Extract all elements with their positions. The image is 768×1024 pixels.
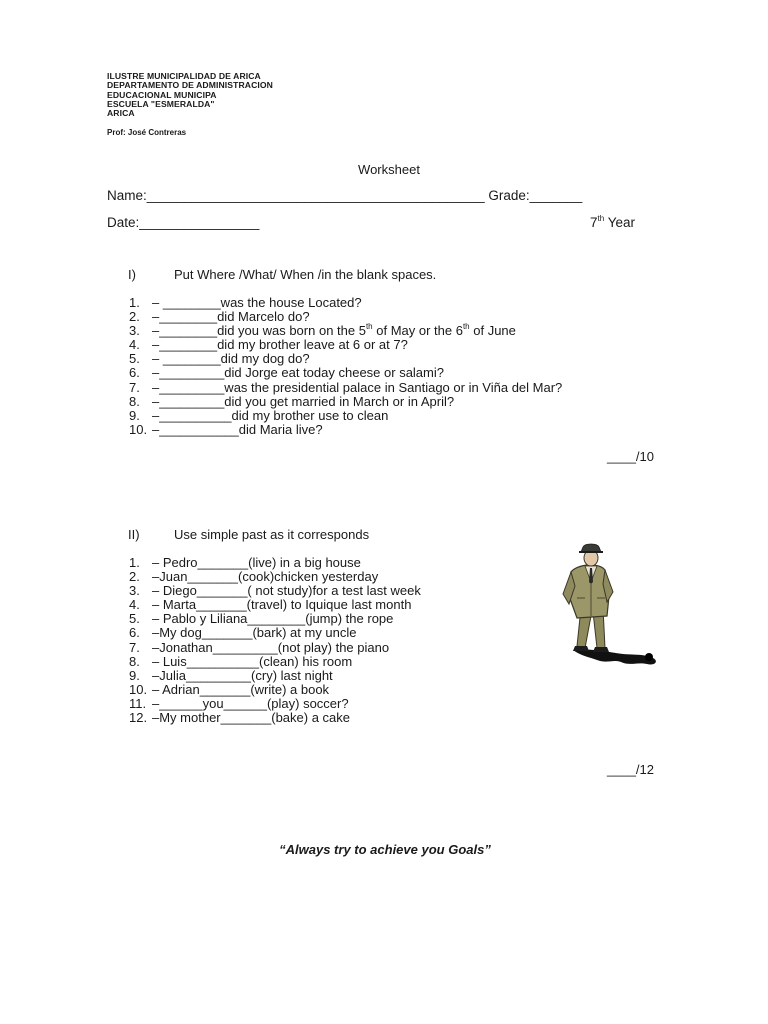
item-number: 8. [129,653,140,669]
section-2-list [129,556,421,725]
item-text: – Diego_______( not study)for a test last week [152,583,421,599]
item-text: – Luis__________(clean) his room [152,653,353,669]
list-item [129,409,562,423]
section-2-number: II) [128,527,140,542]
motivational-quote: “Always try to achieve you Goals” [279,842,491,857]
list-item [129,711,421,725]
list-item [129,423,562,437]
list-item [129,626,421,640]
school-line: ARICA [107,108,135,119]
school-header [107,72,273,118]
list-item [129,366,562,380]
section-1-list [129,296,562,437]
name-grade-line: Name:_____________________________________________ Grade:_______ [107,188,583,203]
list-item [129,296,562,310]
school-line: ILUSTRE MUNICIPALIDAD DE ARICA [107,71,261,81]
list-item [129,395,562,409]
item-text: –________did Marcelo do? [152,309,310,325]
item-number: 11. [129,695,147,711]
item-text: –______you______(play) soccer? [152,695,349,711]
item-text: –________did my brother leave at 6 or at 7? [152,337,408,353]
section-2-score: ____/12 [607,762,654,777]
list-item [129,570,421,584]
item-number: 4. [129,597,140,613]
list-item [129,669,421,683]
list-item [129,324,562,338]
school-line: EDUCACIONAL MUNICIPA [107,89,217,100]
item-text: –_________did Jorge eat today cheese or salami? [152,365,444,381]
item-number: 7. [129,639,140,655]
list-item [129,556,421,570]
item-number: 6. [129,365,140,381]
list-item [129,683,421,697]
item-number: 3. [129,583,140,599]
item-number: 9. [129,667,140,683]
list-item [129,641,421,655]
item-text: of May or the 6 [372,323,463,339]
item-text: – Pablo y Liliana________(jump) the rope [152,611,394,627]
section-1-score: ____/10 [607,449,654,464]
list-item [129,352,562,366]
item-number: 7. [129,379,140,395]
item-number: 10. [129,421,148,437]
item-text: –________did you was born on the 5 [152,323,366,339]
item-number: 6. [129,625,140,641]
item-number: 4. [129,337,140,353]
date-line: Date:________________ [107,215,260,230]
teacher-name: Prof: José Contreras [107,128,187,137]
item-text: –My dog_______(bark) at my uncle [152,625,357,641]
item-number: 3. [129,323,140,339]
list-item [129,612,421,626]
worksheet-title: Worksheet [358,162,420,177]
item-number: 1. [129,295,140,310]
item-text: –_________did you get married in March or in April? [152,393,455,409]
item-text: –Jonathan_________(not play) the piano [152,639,390,655]
item-text: – Marta_______(travel) to Iquique last month [152,597,412,613]
item-text: – ________was the house Located? [152,295,362,310]
item-number: 9. [129,407,140,423]
item-superscript: th [365,322,373,332]
item-number: 2. [129,569,140,585]
list-item [129,381,562,395]
item-text: – Pedro_______(live) in a big house [152,555,361,570]
list-item [129,598,421,612]
list-item [129,584,421,598]
section-2-title: Use simple past as it corresponds [174,527,370,542]
item-text: of June [469,323,516,339]
year-suffix: th [597,214,605,223]
year-number: 7 [590,215,598,230]
item-number: 12. [129,710,148,726]
man-in-suit-illustration [537,538,663,682]
item-number: 1. [129,555,140,570]
item-text: –My mother_______(bake) a cake [152,710,351,726]
item-text: – ________did my dog do? [152,351,310,367]
item-text: –__________did my brother use to clean [152,407,389,423]
item-number: 2. [129,309,140,325]
item-superscript: th [462,322,470,332]
school-line: DEPARTAMENTO DE ADMINISTRACION [107,80,273,91]
item-text: –Juan_______(cook)chicken yesterday [152,569,379,585]
section-1-title: Put Where /What/ When /in the blank spaces. [174,267,437,282]
section-1-number: I) [128,267,136,282]
school-line: ESCUELA "ESMERALDA" [107,98,215,109]
item-text: –___________did Maria live? [152,421,323,437]
item-text: –_________was the presidential palace in Santiago or in Viña del Mar? [152,379,563,395]
year-word: Year [604,215,635,230]
item-number: 5. [129,611,140,627]
item-number: 8. [129,393,140,409]
list-item [129,338,562,352]
list-item [129,697,421,711]
year-label [590,215,635,230]
item-number: 10. [129,681,148,697]
item-text: – Adrian_______(write) a book [152,681,330,697]
item-text: –Julia_________(cry) last night [152,667,333,683]
list-item [129,655,421,669]
item-number: 5. [129,351,140,367]
